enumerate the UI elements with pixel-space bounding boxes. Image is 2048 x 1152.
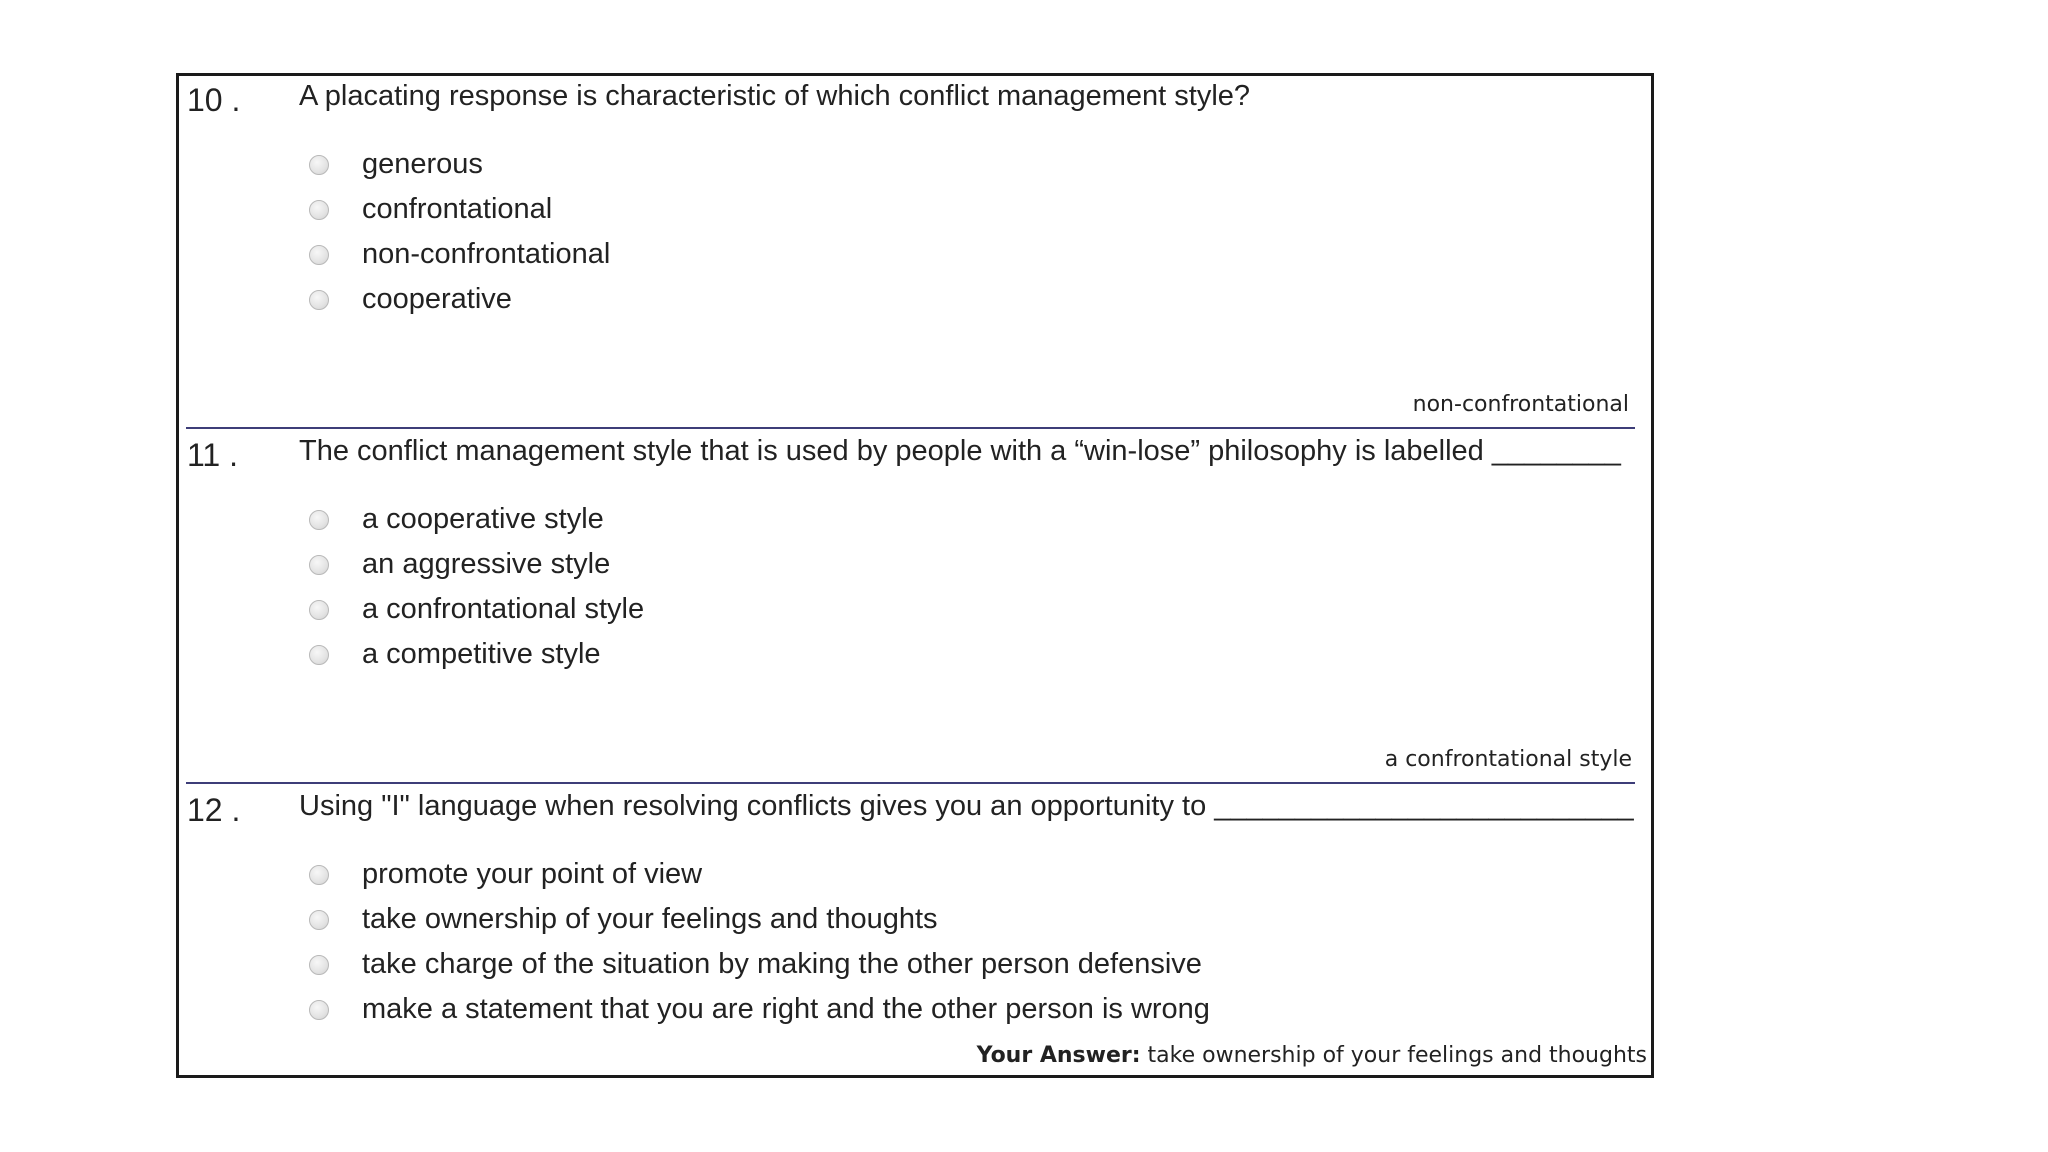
option-label[interactable]: a competitive style: [362, 638, 601, 670]
option-label[interactable]: take ownership of your feelings and thoughts: [362, 903, 938, 935]
option-label[interactable]: a confrontational style: [362, 593, 645, 625]
answer-option[interactable]: [309, 542, 644, 587]
question-text: The conflict management style that is used by people with a “win-lose” philosophy is labelled ________: [299, 435, 1621, 467]
radio-button[interactable]: [309, 600, 329, 620]
option-label[interactable]: promote your point of view: [362, 858, 703, 890]
option-label[interactable]: generous: [362, 148, 483, 180]
answer-option[interactable]: [309, 142, 610, 187]
question-number: 11 .: [187, 437, 238, 473]
answer-option[interactable]: [309, 187, 610, 232]
answer-option[interactable]: [309, 897, 1210, 942]
radio-button[interactable]: [309, 645, 329, 665]
question-divider: [186, 427, 1635, 429]
option-label[interactable]: make a statement that you are right and the other person is wrong: [362, 993, 1210, 1025]
option-label[interactable]: cooperative: [362, 283, 512, 315]
radio-button[interactable]: [309, 1000, 329, 1020]
answer-option[interactable]: [309, 497, 644, 542]
radio-button[interactable]: [309, 510, 329, 530]
answer-option[interactable]: [309, 277, 610, 322]
answer-option[interactable]: [309, 632, 644, 677]
answer-options: [309, 852, 1210, 1032]
option-label[interactable]: confrontational: [362, 193, 553, 225]
radio-button[interactable]: [309, 865, 329, 885]
question-text: Using "I" language when resolving conflicts gives you an opportunity to __________________________: [299, 790, 1634, 822]
answer-options: [309, 142, 610, 322]
option-label[interactable]: a cooperative style: [362, 503, 604, 535]
your-answer: [977, 1043, 1647, 1068]
your-answer-label: Your Answer:: [976, 1043, 1141, 1068]
question-text: A placating response is characteristic of which conflict management style?: [299, 80, 1251, 112]
radio-button[interactable]: [309, 290, 329, 310]
option-label[interactable]: non-confrontational: [362, 238, 611, 270]
radio-button[interactable]: [309, 555, 329, 575]
answer-option[interactable]: [309, 587, 644, 632]
correct-answer: non-confrontational: [1412, 392, 1629, 417]
question-number: 12 .: [187, 792, 241, 828]
correct-answer: a confrontational style: [1384, 747, 1632, 772]
question-number: 10 .: [187, 82, 241, 118]
radio-button[interactable]: [309, 910, 329, 930]
option-label[interactable]: take charge of the situation by making the other person defensive: [362, 948, 1202, 980]
answer-option[interactable]: [309, 942, 1210, 987]
radio-button[interactable]: [309, 155, 329, 175]
question-divider: [186, 782, 1635, 784]
quiz-panel: [176, 73, 1654, 1078]
answer-option[interactable]: [309, 852, 1210, 897]
answer-option[interactable]: [309, 232, 610, 277]
radio-button[interactable]: [309, 200, 329, 220]
your-answer-value: take ownership of your feelings and thoughts: [1147, 1043, 1647, 1068]
answer-options: [309, 497, 644, 677]
answer-option[interactable]: [309, 987, 1210, 1032]
radio-button[interactable]: [309, 955, 329, 975]
option-label[interactable]: an aggressive style: [362, 548, 611, 580]
radio-button[interactable]: [309, 245, 329, 265]
